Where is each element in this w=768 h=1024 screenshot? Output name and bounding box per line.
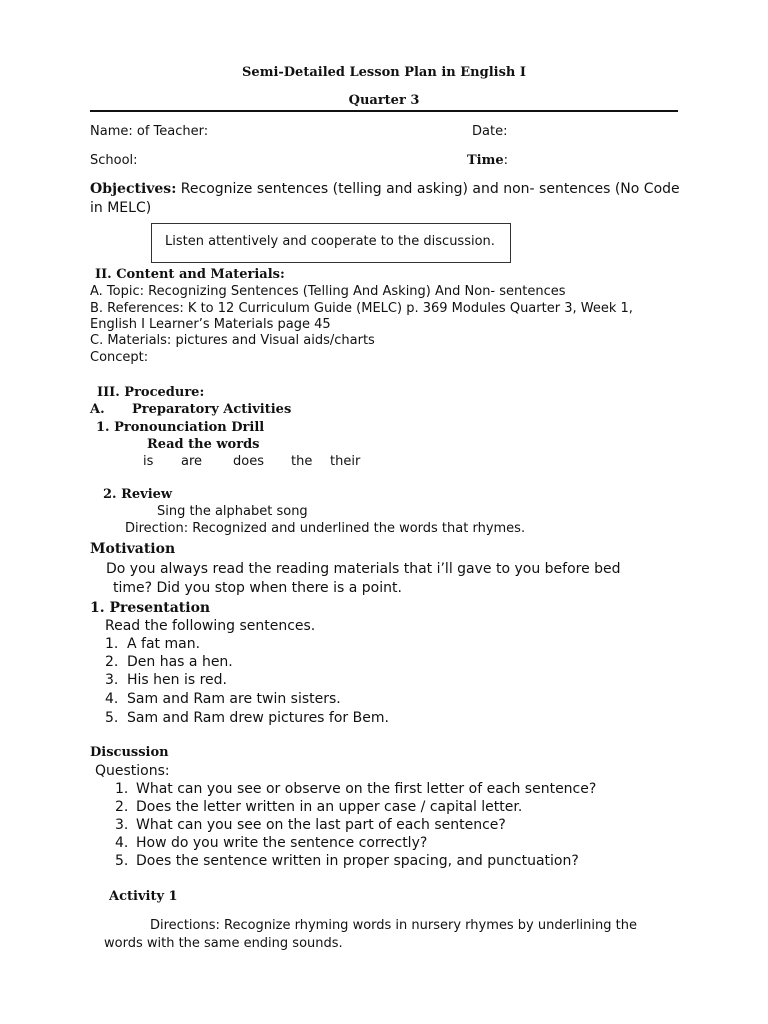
motivation-line-2: time? Did you stop when there is a point.	[113, 580, 402, 596]
activity-directions-2: words with the same ending sounds.	[104, 936, 343, 951]
list-item-text: Does the letter written in an upper case / capital letter.	[136, 799, 523, 815]
list-item-text: Does the sentence written in proper spacing, and punctuation?	[136, 853, 579, 869]
list-item-text: How do you write the sentence correctly?	[136, 835, 428, 851]
time-label-text: Time	[467, 153, 504, 168]
time-label-colon: :	[503, 153, 509, 168]
quarter-label: Quarter 3	[348, 93, 420, 108]
list-item-number: 2.	[115, 799, 129, 815]
list-item	[115, 799, 523, 815]
procedure-heading: III. Procedure:	[97, 385, 205, 400]
presentation-heading: 1. Presentation	[90, 600, 211, 616]
school-label: School:	[90, 153, 138, 168]
objectives-text: Recognize sentences (telling and asking) and non- sentences (No Code	[176, 181, 680, 197]
list-item	[115, 853, 579, 869]
activity-directions-1: Directions: Recognize rhyming words in nursery rhymes by underlining the	[150, 918, 637, 933]
list-item-number: 2.	[105, 654, 119, 670]
list-item-number: 5.	[105, 710, 119, 726]
list-item-text: A fat man.	[127, 636, 201, 652]
list-item-text: What can you see on the last part of each sentence?	[136, 817, 506, 833]
word-is: is	[143, 454, 154, 469]
activity-heading: Activity 1	[109, 889, 178, 904]
word-are: are	[181, 454, 203, 469]
list-item-number: 3.	[115, 817, 129, 833]
list-item-text: Sam and Ram are twin sisters.	[127, 691, 341, 707]
presentation-intro: Read the following sentences.	[105, 618, 316, 634]
list-item-text: Sam and Ram drew pictures for Bem.	[127, 710, 389, 726]
list-item	[105, 654, 233, 670]
list-item	[115, 835, 428, 851]
list-item-number: 4.	[105, 691, 119, 707]
list-item	[105, 710, 389, 726]
review-line-1: Sing the alphabet song	[157, 504, 308, 519]
motivation-line-1: Do you always read the reading materials that i’ll gave to you before bed	[106, 561, 621, 577]
objectives-label: Objectives:	[90, 181, 177, 197]
word-the: the	[291, 454, 313, 469]
time-label	[467, 153, 508, 168]
header-divider	[90, 110, 678, 112]
list-item	[115, 817, 506, 833]
questions-label: Questions:	[95, 763, 170, 779]
content-concept: Concept:	[90, 350, 149, 365]
preparatory-letter: A.	[90, 402, 105, 417]
list-item-number: 5.	[115, 853, 129, 869]
read-the-words-label: Read the words	[147, 437, 260, 452]
list-item-number: 3.	[105, 672, 119, 688]
objectives-line-2: in MELC)	[90, 200, 152, 216]
content-topic: A. Topic: Recognizing Sentences (Telling And Asking) And Non- sentences	[90, 284, 566, 299]
discussion-heading: Discussion	[90, 745, 169, 760]
list-item-text: What can you see or observe on the first letter of each sentence?	[136, 781, 597, 797]
list-item	[105, 636, 201, 652]
content-materials: C. Materials: pictures and Visual aids/charts	[90, 333, 375, 348]
pronunciation-drill-heading: 1. Pronounciation Drill	[96, 420, 265, 435]
preparatory-heading: Preparatory Activities	[132, 402, 292, 417]
content-references-2: English I Learner’s Materials page 45	[90, 317, 331, 332]
motivation-heading: Motivation	[90, 541, 176, 557]
list-item-text: His hen is red.	[127, 672, 228, 688]
content-heading: II. Content and Materials:	[95, 267, 285, 282]
review-line-2: Direction: Recognized and underlined the words that rhymes.	[125, 521, 526, 536]
teacher-name-label: Name: of Teacher:	[90, 124, 209, 139]
list-item-number: 1.	[115, 781, 129, 797]
list-item	[105, 691, 341, 707]
objective-box-text: Listen attentively and cooperate to the discussion.	[165, 234, 495, 249]
list-item-number: 4.	[115, 835, 129, 851]
word-their: their	[330, 454, 361, 469]
review-heading: 2. Review	[103, 487, 173, 502]
objectives-line-1	[90, 181, 680, 197]
document-title: Semi-Detailed Lesson Plan in English I	[242, 65, 526, 80]
date-label: Date:	[472, 124, 508, 139]
word-does: does	[233, 454, 264, 469]
list-item-number: 1.	[105, 636, 119, 652]
list-item	[105, 672, 228, 688]
list-item-text: Den has a hen.	[127, 654, 233, 670]
list-item	[115, 781, 597, 797]
content-references-1: B. References: K to 12 Curriculum Guide (MELC) p. 369 Modules Quarter 3, Week 1,	[90, 301, 633, 316]
